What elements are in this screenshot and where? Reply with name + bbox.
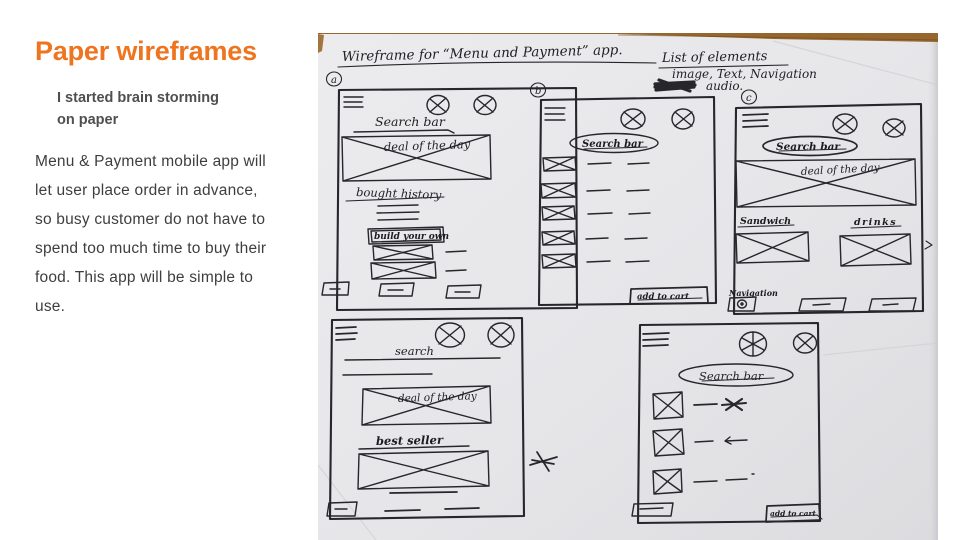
body-line: so busy customer do not have to xyxy=(35,211,266,228)
search-bar-sketch: Search bar xyxy=(375,114,445,129)
subtitle-line: I started brain storming xyxy=(57,90,219,106)
sandwich-category-label: Sandwich xyxy=(740,216,792,227)
body-line: use. xyxy=(35,298,66,315)
frame-a-label: a xyxy=(331,75,337,86)
deal-of-the-day-label: deal of the day xyxy=(800,161,880,178)
drinks-category-label: drinks xyxy=(854,217,898,228)
paper-sheet xyxy=(318,33,938,540)
search-bar-label: Search bar xyxy=(776,141,840,153)
paper-edge-shadow xyxy=(928,42,938,540)
frame-b-label: b xyxy=(535,86,542,97)
build-your-own-label: build your own xyxy=(374,232,450,242)
slide-body-paragraph xyxy=(35,147,320,321)
search-bar-label: Search bar xyxy=(699,369,764,383)
text-dash xyxy=(694,404,717,405)
search-label: search xyxy=(395,344,434,358)
frame-c-label: c xyxy=(746,93,752,104)
elements-list-line1: image, Text, Navigation xyxy=(672,67,817,81)
deal-of-the-day-label: deal of the day xyxy=(383,136,471,154)
search-bar-label: Search bar xyxy=(582,139,643,150)
bought-history-label: bought history xyxy=(355,185,442,202)
body-line: let user place order in advance, xyxy=(35,182,258,199)
text-dash xyxy=(446,270,466,271)
paper-wireframes-photo xyxy=(318,33,938,540)
photo-caption: Wireframe for “Menu and Payment” app. xyxy=(341,42,623,65)
page-title: Paper wireframes xyxy=(35,36,257,66)
scratched-word xyxy=(655,80,695,91)
add-to-cart-label: add to cart xyxy=(770,509,816,518)
deal-of-the-day-label: deal of the day xyxy=(397,390,477,405)
navigation-label: Navigation xyxy=(729,288,778,298)
body-line: Menu & Payment mobile app will xyxy=(35,153,266,170)
best-seller-label: best seller xyxy=(375,432,444,448)
slide-subtitle xyxy=(57,87,320,131)
text-dash xyxy=(390,492,457,493)
add-to-cart-label: add to cart xyxy=(637,292,689,302)
text-column xyxy=(35,36,320,321)
elements-list-heading: List of elements xyxy=(661,49,768,66)
body-line: food. This app will be simple to xyxy=(35,269,254,286)
elements-list-line2: audio. xyxy=(706,79,744,93)
body-line: spend too much time to buy their xyxy=(35,240,267,257)
subtitle-line: on paper xyxy=(57,112,119,128)
text-dash xyxy=(446,251,466,252)
